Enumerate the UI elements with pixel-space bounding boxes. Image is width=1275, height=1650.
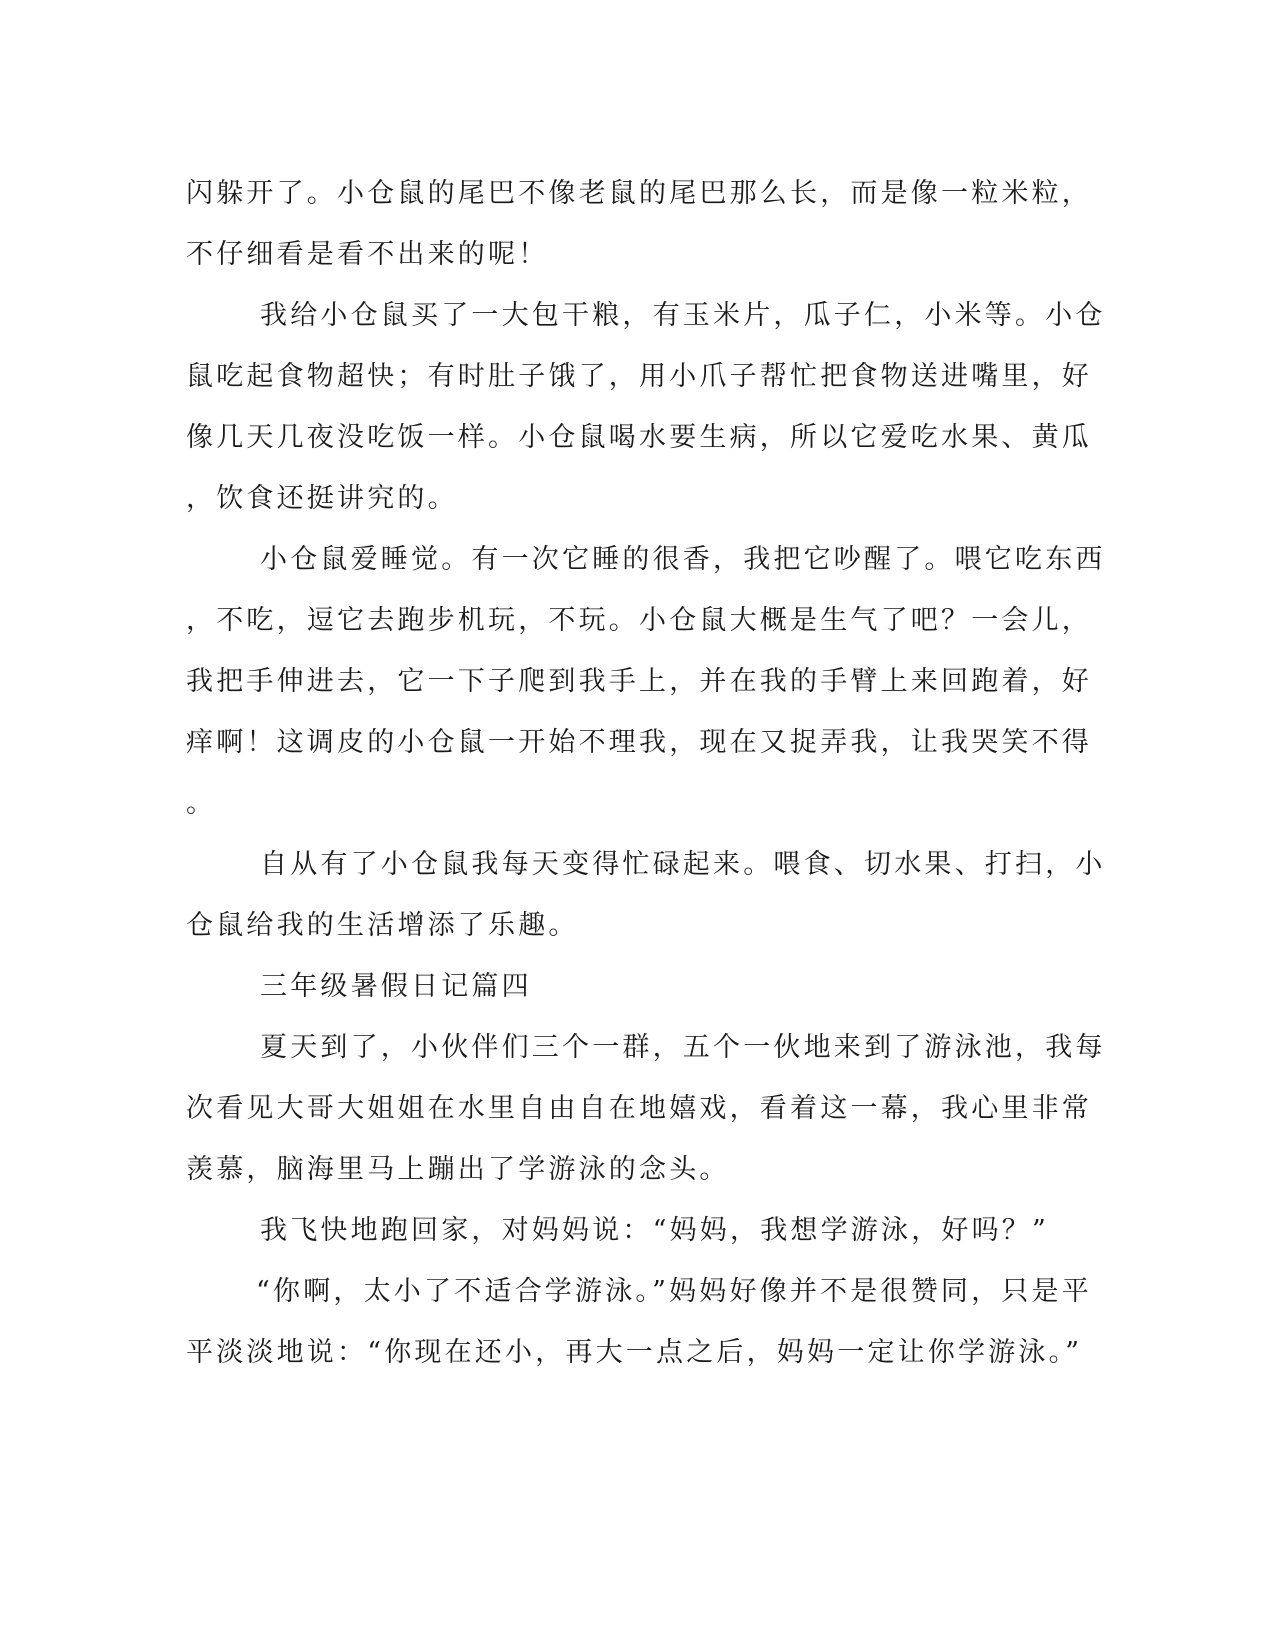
text-line: 我把手伸进去，它一下子爬到我手上，并在我的手臂上来回跑着，好 [186,666,1092,697]
text-line: 鼠吃起食物超快；有时肚子饿了，用小爪子帮忙把食物送进嘴里，好 [186,361,1092,392]
text-line: 像几天几夜没吃饭一样。小仓鼠喝水要生病，所以它爱吃水果、黄瓜 [186,422,1092,453]
paragraph-start-line: 小仓鼠爱睡觉。有一次它睡的很香，我把它吵醒了。喂它吃东西 [260,544,1106,575]
text-line: 次看见大哥大姐姐在水里自由自在地嬉戏，看着这一幕，我心里非常 [186,1093,1092,1124]
document-body [186,163,1106,1383]
paragraph-start-line: 夏天到了，小伙伴们三个一群，五个一伙地来到了游泳池，我每 [260,1032,1106,1063]
text-line: 痒啊！这调皮的小仓鼠一开始不理我，现在又捉弄我，让我哭笑不得 [186,727,1092,758]
paragraph-start-line: “你啊，太小了不适合学游泳。”妈妈好像并不是很赞同，只是平 [256,1276,1092,1307]
paragraph-start-line: 我飞快地跑回家，对妈妈说：“妈妈，我想学游泳，好吗？” [260,1215,1050,1246]
paragraph-start-line: 自从有了小仓鼠我每天变得忙碌起来。喂食、切水果、打扫，小 [260,849,1106,880]
text-line: ，饮食还挺讲究的。 [186,483,458,514]
text-line: 平淡淡地说：“你现在还小，再大一点之后，妈妈一定让你学游泳。” [186,1337,1083,1368]
text-line: 不仔细看是看不出来的呢！ [186,239,549,270]
paragraph-start-line: 我给小仓鼠买了一大包干粮，有玉米片，瓜子仁，小米等。小仓 [260,300,1106,331]
text-line: 。 [186,788,217,819]
text-line: ，不吃，逗它去跑步机玩，不玩。小仓鼠大概是生气了吧？一会儿， [186,605,1092,636]
section-heading: 三年级暑假日记篇四 [260,971,532,1002]
text-line: 仓鼠给我的生活增添了乐趣。 [186,910,579,941]
text-line: 羡慕，脑海里马上蹦出了学游泳的念头。 [186,1154,730,1185]
text-line: 闪躲开了。小仓鼠的尾巴不像老鼠的尾巴那么长，而是像一粒米粒， [186,178,1092,209]
